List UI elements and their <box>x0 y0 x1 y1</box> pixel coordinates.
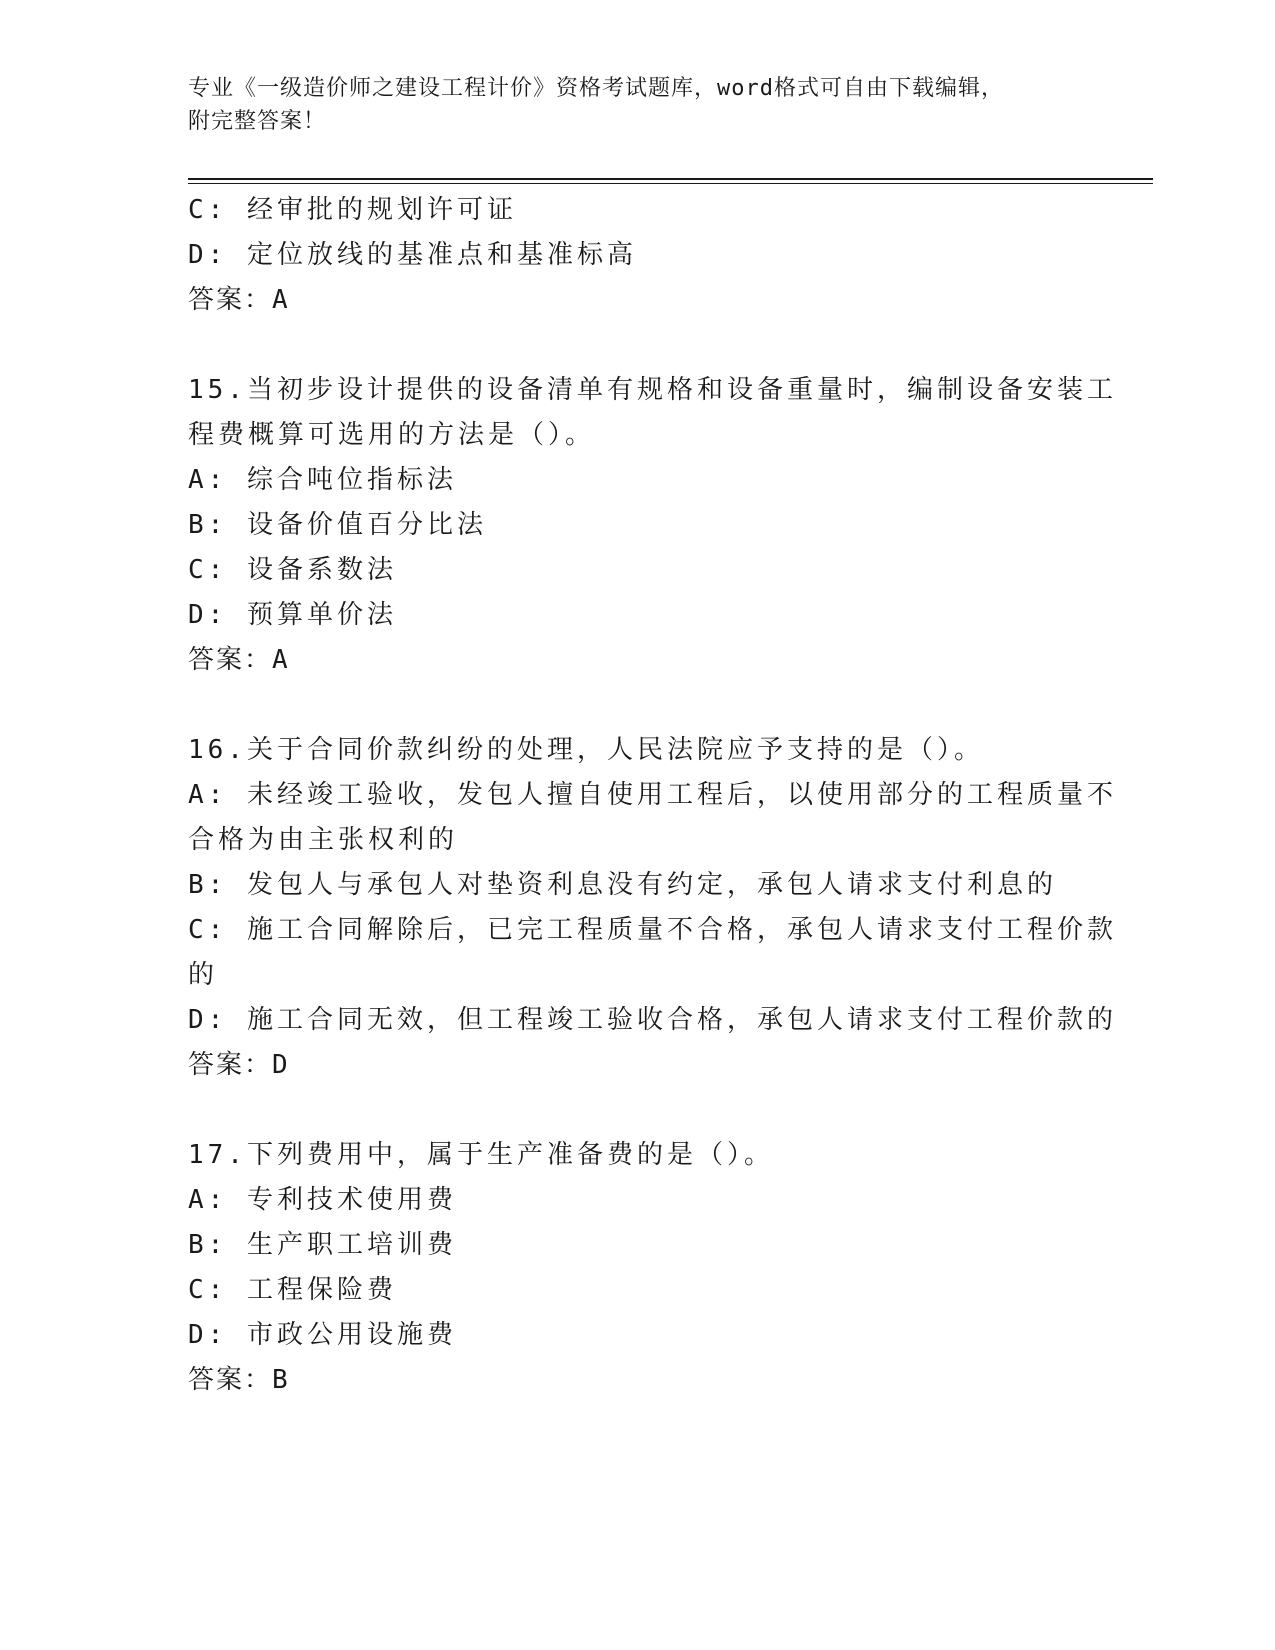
option-d: D: 施工合同无效，但工程竣工验收合格，承包人请求支付工程价款的 <box>188 1005 1117 1035</box>
option-c: C: 经审批的规划许可证 <box>188 195 517 225</box>
header-divider-thin <box>188 183 1153 184</box>
option-a: A: 专利技术使用费 <box>188 1185 457 1215</box>
option-a-line-1: A: 未经竣工验收，发包人擅自使用工程后，以使用部分的工程质量不 <box>188 780 1117 810</box>
option-d: D: 定位放线的基准点和基准标高 <box>188 240 637 270</box>
option-c: C: 工程保险费 <box>188 1275 397 1305</box>
option-c: C: 设备系数法 <box>188 555 397 585</box>
header-line-2: 附完整答案！ <box>188 109 327 134</box>
answer-line: 答案：A <box>188 645 290 675</box>
option-c-line-1: C: 施工合同解除后，已完工程质量不合格，承包人请求支付工程价款 <box>188 915 1117 945</box>
question-block-14-tail <box>188 188 1088 323</box>
question-stem-line-2: 程费概算可选用的方法是（）。 <box>188 420 596 450</box>
question-stem: 16.关于合同价款纠纷的处理，人民法院应予支持的是（）。 <box>188 735 984 765</box>
header-divider-thick <box>188 178 1153 180</box>
option-d: D: 预算单价法 <box>188 600 397 630</box>
option-a: A: 综合吨位指标法 <box>188 465 457 495</box>
answer-line: 答案：A <box>188 285 290 315</box>
option-d: D: 市政公用设施费 <box>188 1320 457 1350</box>
question-block-17 <box>188 1133 1088 1403</box>
question-stem: 17.下列费用中，属于生产准备费的是（）。 <box>188 1140 774 1170</box>
question-block-15 <box>188 368 1117 683</box>
option-c-line-2: 的 <box>188 960 219 990</box>
option-b: B: 生产职工培训费 <box>188 1230 457 1260</box>
option-b: B: 发包人与承包人对垫资利息没有约定，承包人请求支付利息的 <box>188 870 1057 900</box>
question-block-16 <box>188 728 1117 1088</box>
document-header <box>188 72 1068 138</box>
answer-line: 答案：B <box>188 1365 290 1395</box>
answer-line: 答案：D <box>188 1050 290 1080</box>
header-line-1: 专业《一级造价师之建设工程计价》资格考试题库，word格式可自由下载编辑， <box>188 76 1004 101</box>
question-stem-line-1: 15.当初步设计提供的设备清单有规格和设备重量时，编制设备安装工 <box>188 375 1117 405</box>
option-a-line-2: 合格为由主张权利的 <box>188 825 459 855</box>
option-b: B: 设备价值百分比法 <box>188 510 487 540</box>
question-list <box>188 188 1117 1403</box>
